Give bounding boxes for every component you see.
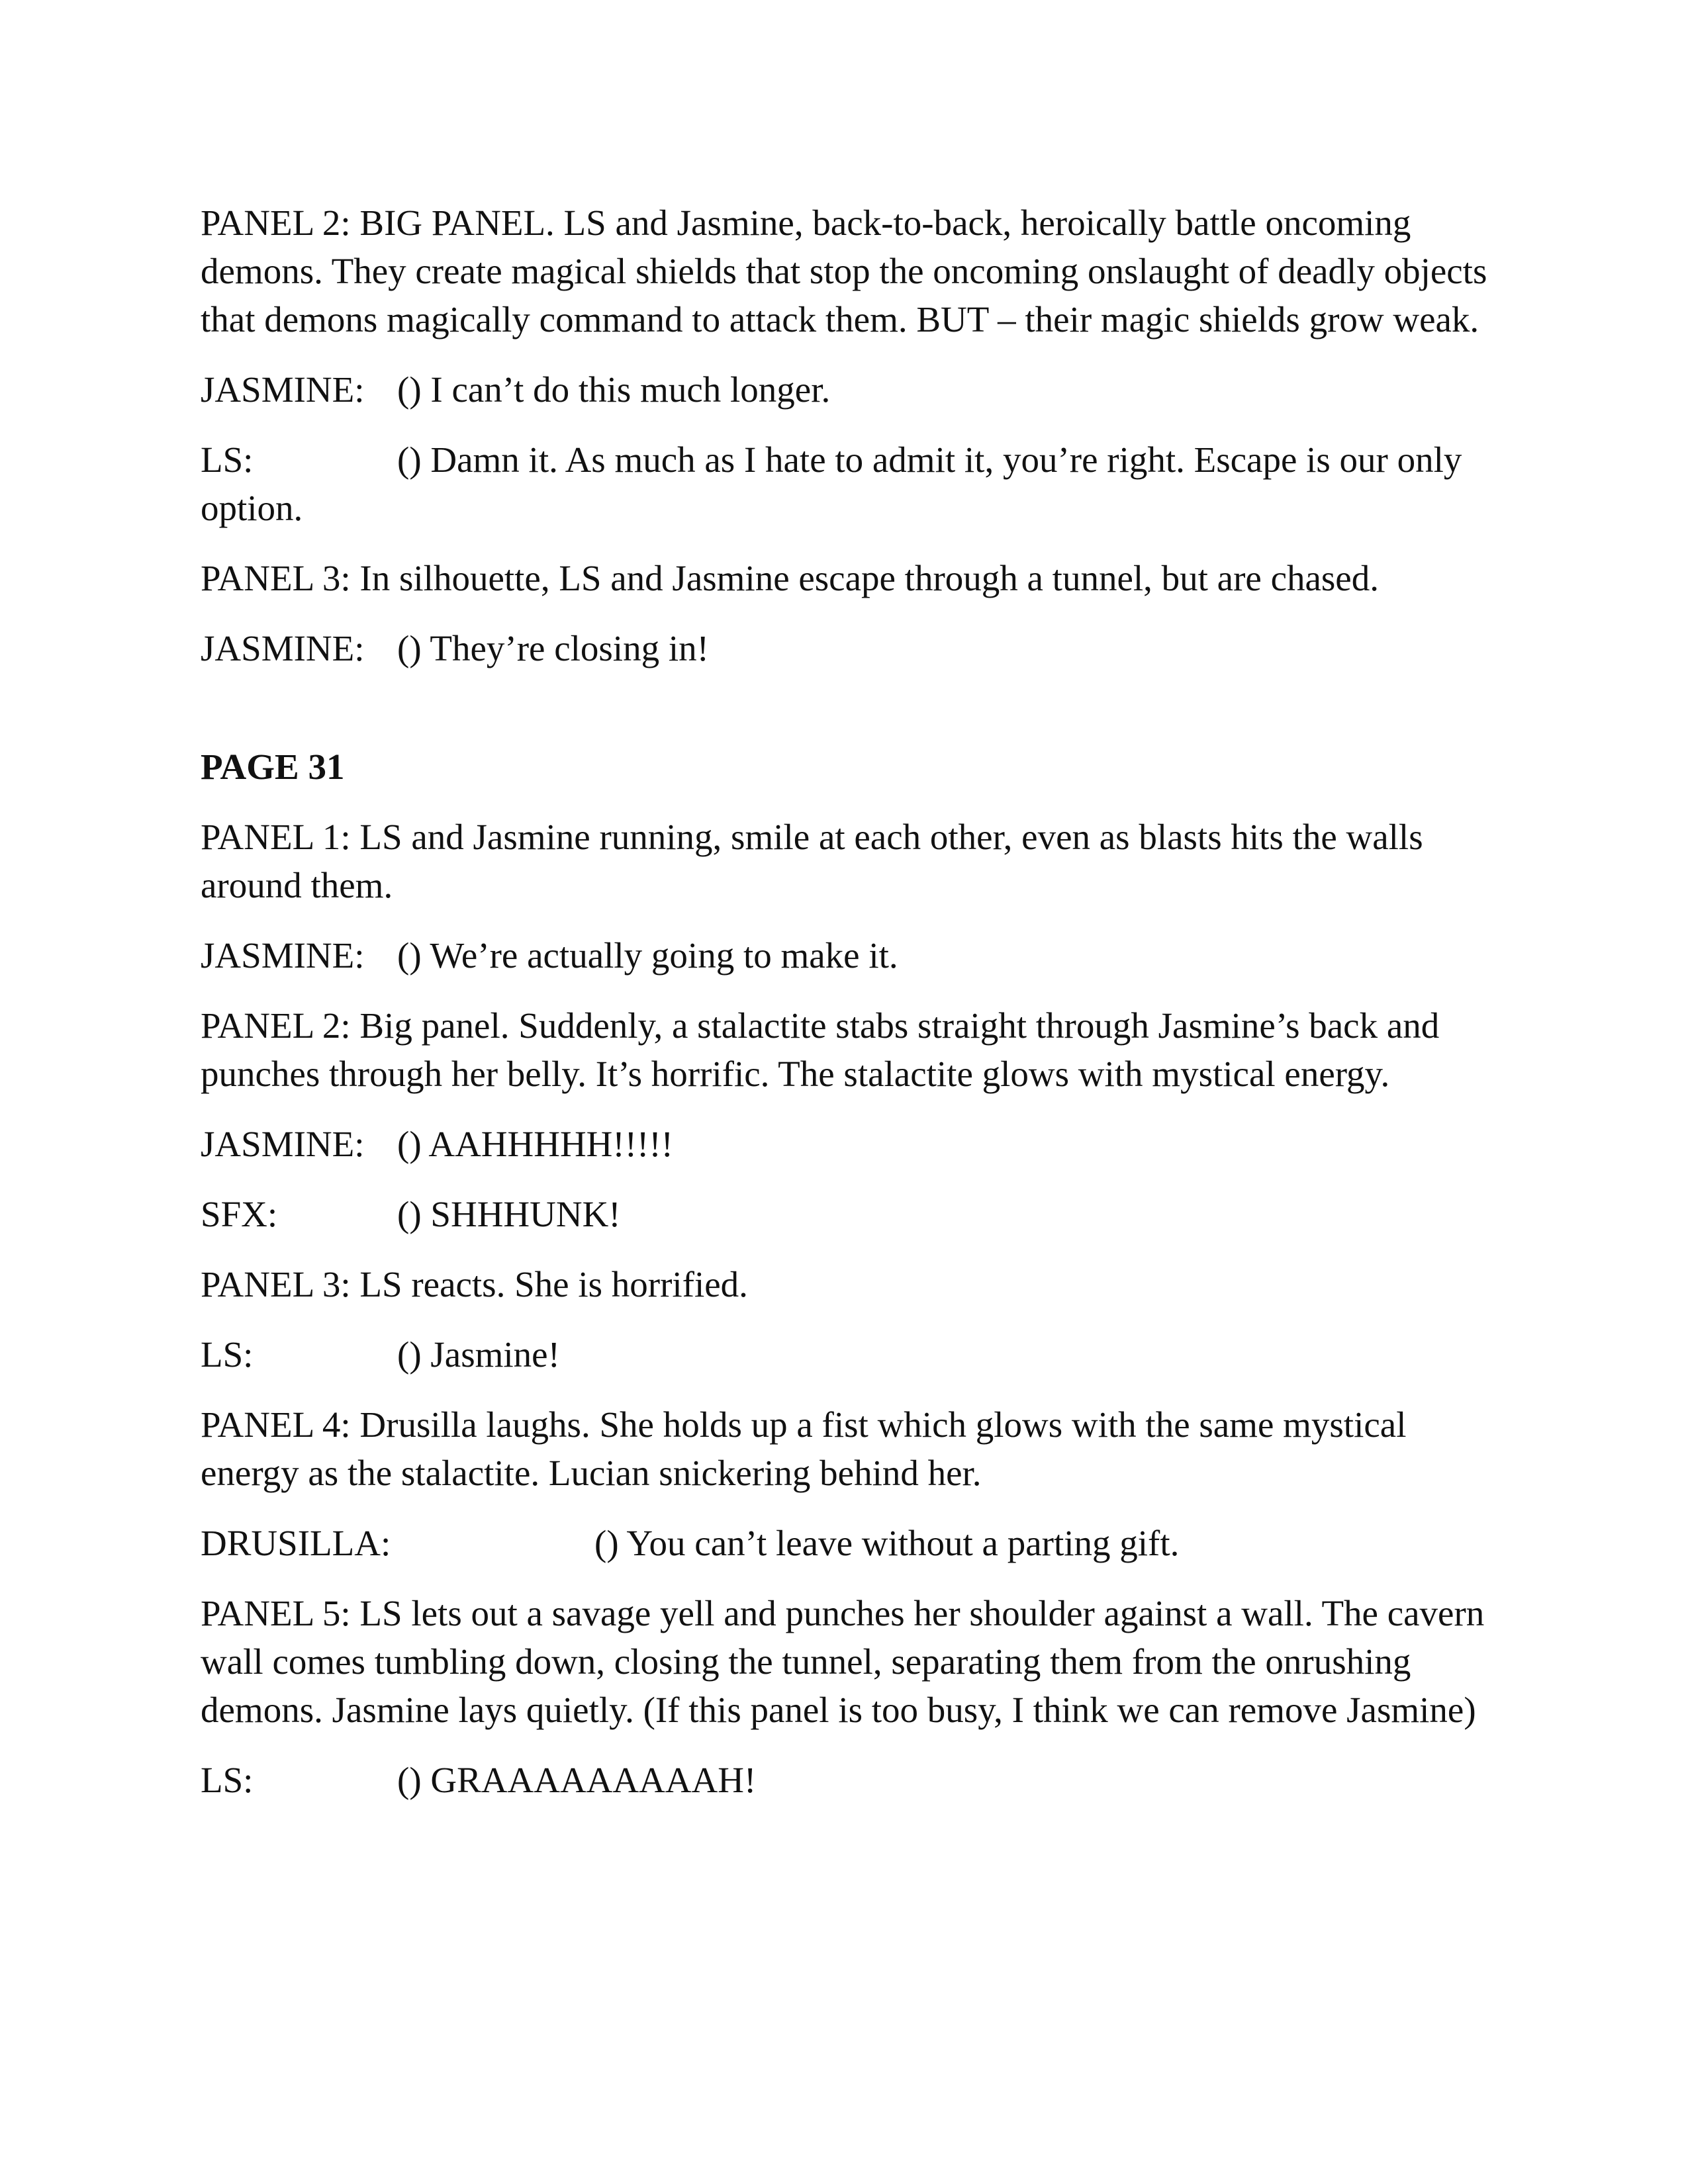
dialogue-text: () You can’t leave without a parting gift. [594,1523,1180,1563]
panel-description: PANEL 4: Drusilla laughs. She holds up a fist which glows with the same mystical energy as the stalactite. Lucian snickering behind her. [201,1404,1407,1493]
dialogue-line [201,931,1498,979]
script-content [201,199,1498,1826]
dialogue-text: () Damn it. As much as I hate to admit it, you’re right. Escape is our only option. [201,439,1462,528]
panel-description: PANEL 3: LS reacts. She is horrified. [201,1264,748,1304]
dialogue-text: () SHHHUNK! [397,1194,621,1234]
dialogue-text: () I can’t do this much longer. [397,369,831,410]
panel-description: PANEL 3: In silhouette, LS and Jasmine escape through a tunnel, but are chased. [201,558,1379,598]
dialogue-line [201,1120,1498,1168]
speaker-name: LS: [201,1334,254,1375]
speaker-name: LS: [201,439,254,480]
speaker-name: JASMINE: [201,935,365,976]
dialogue-line [201,1519,1498,1567]
speaker-name: LS: [201,1760,254,1800]
dialogue-text: () GRAAAAAAAAAH! [397,1760,757,1800]
dialogue-line [201,1756,1498,1804]
panel-description: PANEL 2: Big panel. Suddenly, a stalactite stabs straight through Jasmine’s back and punches through her belly. It’s horrific. The stalactite glows with mystical energy. [201,1005,1440,1094]
dialogue-text: () Jasmine! [397,1334,560,1375]
speaker-name: DRUSILLA: [201,1523,391,1563]
sfx-line [201,1190,1498,1238]
dialogue-line [201,624,1498,672]
speaker-name: JASMINE: [201,628,365,668]
speaker-name: JASMINE: [201,1124,365,1164]
dialogue-text: () AAHHHHH!!!!! [397,1124,673,1164]
speaker-name: JASMINE: [201,369,365,410]
speaker-name: SFX: [201,1194,278,1234]
dialogue-line [201,1330,1498,1379]
dialogue-text: () We’re actually going to make it. [397,935,898,976]
page-heading: PAGE 31 [201,747,345,787]
panel-description: PANEL 1: LS and Jasmine running, smile at each other, even as blasts hits the walls around them. [201,817,1423,905]
panel-description: PANEL 2: BIG PANEL. LS and Jasmine, back-to-back, heroically battle oncoming demons. They create magical shields that stop the oncoming onslaught of deadly objects that demons magically command to attack them. BUT – their magic shields grow weak. [201,203,1487,340]
dialogue-line [201,435,1498,532]
panel-description: PANEL 5: LS lets out a savage yell and punches her shoulder against a wall. The cavern wall comes tumbling down, closing the tunnel, separating them from the onrushing demons. Jasmine lays quietly. (If this panel is too busy, I think we can remove Jasmine) [201,1593,1485,1730]
dialogue-text: () They’re closing in! [397,628,709,668]
dialogue-line [201,365,1498,414]
